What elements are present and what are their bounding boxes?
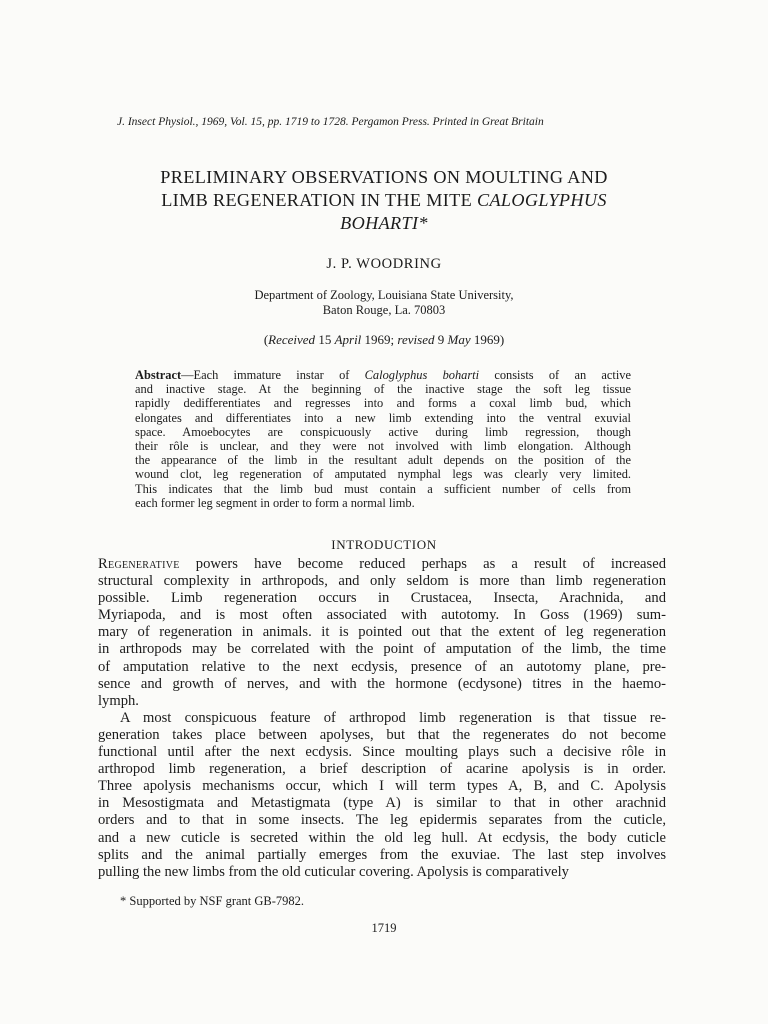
abstract [135,368,631,510]
species-name: BOHARTI* [340,213,428,233]
abstract-line: their rôle is unclear, and they were not involved with limb elongation. Although [135,439,631,454]
body-line: in arthropods may be correlated with the point of amputation of the limb, the time [98,641,666,658]
body-line: arthropod limb regeneration, a brief description of acarine apolysis is in order. [98,761,666,778]
abstract-line: rapidly dedifferentiates and regresses into and forms a coxal limb bud, which [135,396,631,411]
body-line: and a new cuticle is secreted within the old leg hull. At ecdysis, the body cuticle [98,829,666,846]
body-line: generation takes place between apolyses, but that the regenerates do not become [98,726,666,743]
affiliation-line-1: Department of Zoology, Louisiana State University, [254,288,514,302]
abstract-line: wound clot, leg regeneration of amputated nymphal legs was clearly very limited. [135,467,631,482]
body-line: functional until after the next ecdysis. Since moulting plays such a decisive rôle in [98,744,666,761]
body-line: mary of regeneration in animals. it is pointed out that the extent of leg regeneration [98,624,666,641]
abstract-line: Abstract—Each immature instar of Caloglyphus boharti consists of an active [135,368,631,382]
body-line: orders and to that in some insects. The leg epidermis separates from the cuticle, [98,812,666,829]
section-heading-introduction: INTRODUCTION [331,537,437,552]
abstract-line: space. Amoebocytes are conspicuously active during limb regression, though [135,424,631,439]
body-line: A most conspicuous feature of arthropod limb regeneration is that tissue re- [120,709,666,726]
abstract-line: and inactive stage. At the beginning of the inactive stage the soft leg tissue [135,382,631,397]
drop-word: Regenerative [98,556,180,572]
abstract-line: each former leg segment in order to form a normal limb. [135,495,415,510]
title-line-1: PRELIMINARY OBSERVATIONS ON MOULTING AND [160,167,608,187]
affiliation-line-2: Baton Rouge, La. 70803 [322,303,446,317]
body-line: Three apolysis mechanisms occur, which I will term types A, B, and C. Apolysis [98,778,666,795]
title-line-2: LIMB REGENERATION IN THE MITE CALOGLYPHUS [161,190,607,210]
body-line: pulling the new limbs from the old cuticular covering. Apolysis is comparatively [98,863,569,880]
introduction-body [98,556,666,881]
body-line: splits and the animal partially emerges from the exuviae. The last step involves [98,846,666,863]
journal-citation: J. Insect Physiol., 1969, Vol. 15, pp. 1719 to 1728. Pergamon Press. Printed in Great Britain [117,116,544,128]
title-line-3 [80,212,688,235]
affiliation [0,288,768,318]
abstract-line: elongates and differentiates into a new limb extending into the ventral exuvial [135,410,631,425]
body-line: Regenerative powers have become reduced perhaps as a result of increased [98,556,666,572]
abstract-line: This indicates that the limb bud must contain a sufficient number of cells from [135,481,631,496]
genus-name: CALOGLYPHUS [476,190,607,210]
abstract-line: the appearance of the limb in the resultant adult depends on the position of the [135,453,631,468]
body-line: sence and growth of nerves, and with the hormone (ecdysone) titres in the haemo- [98,675,666,692]
page-number: 1719 [371,921,397,935]
body-line: Myriapoda, and is most often associated with autotomy. In Goss (1969) sum- [98,607,666,624]
body-line: lymph. [98,692,139,709]
article-title [80,166,688,235]
footnote: * Supported by NSF grant GB-7982. [120,894,305,908]
abstract-label: Abstract [135,368,182,382]
body-line: structural complexity in arthropods, and only seldom is more than limb regeneration [98,573,666,590]
author-name: J. P. WOODRING [326,256,442,272]
received-dates: (Received 15 April 1969; revised 9 May 1969) [263,332,505,347]
body-line: in Mesostigmata and Metastigmata (type A) is similar to that in other arachnid [98,795,666,812]
body-line: possible. Limb regeneration occurs in Crustacea, Insecta, Arachnida, and [98,590,666,607]
body-line: of amputation relative to the next ecdysis, presence of an autotomy plane, pre- [98,658,666,675]
